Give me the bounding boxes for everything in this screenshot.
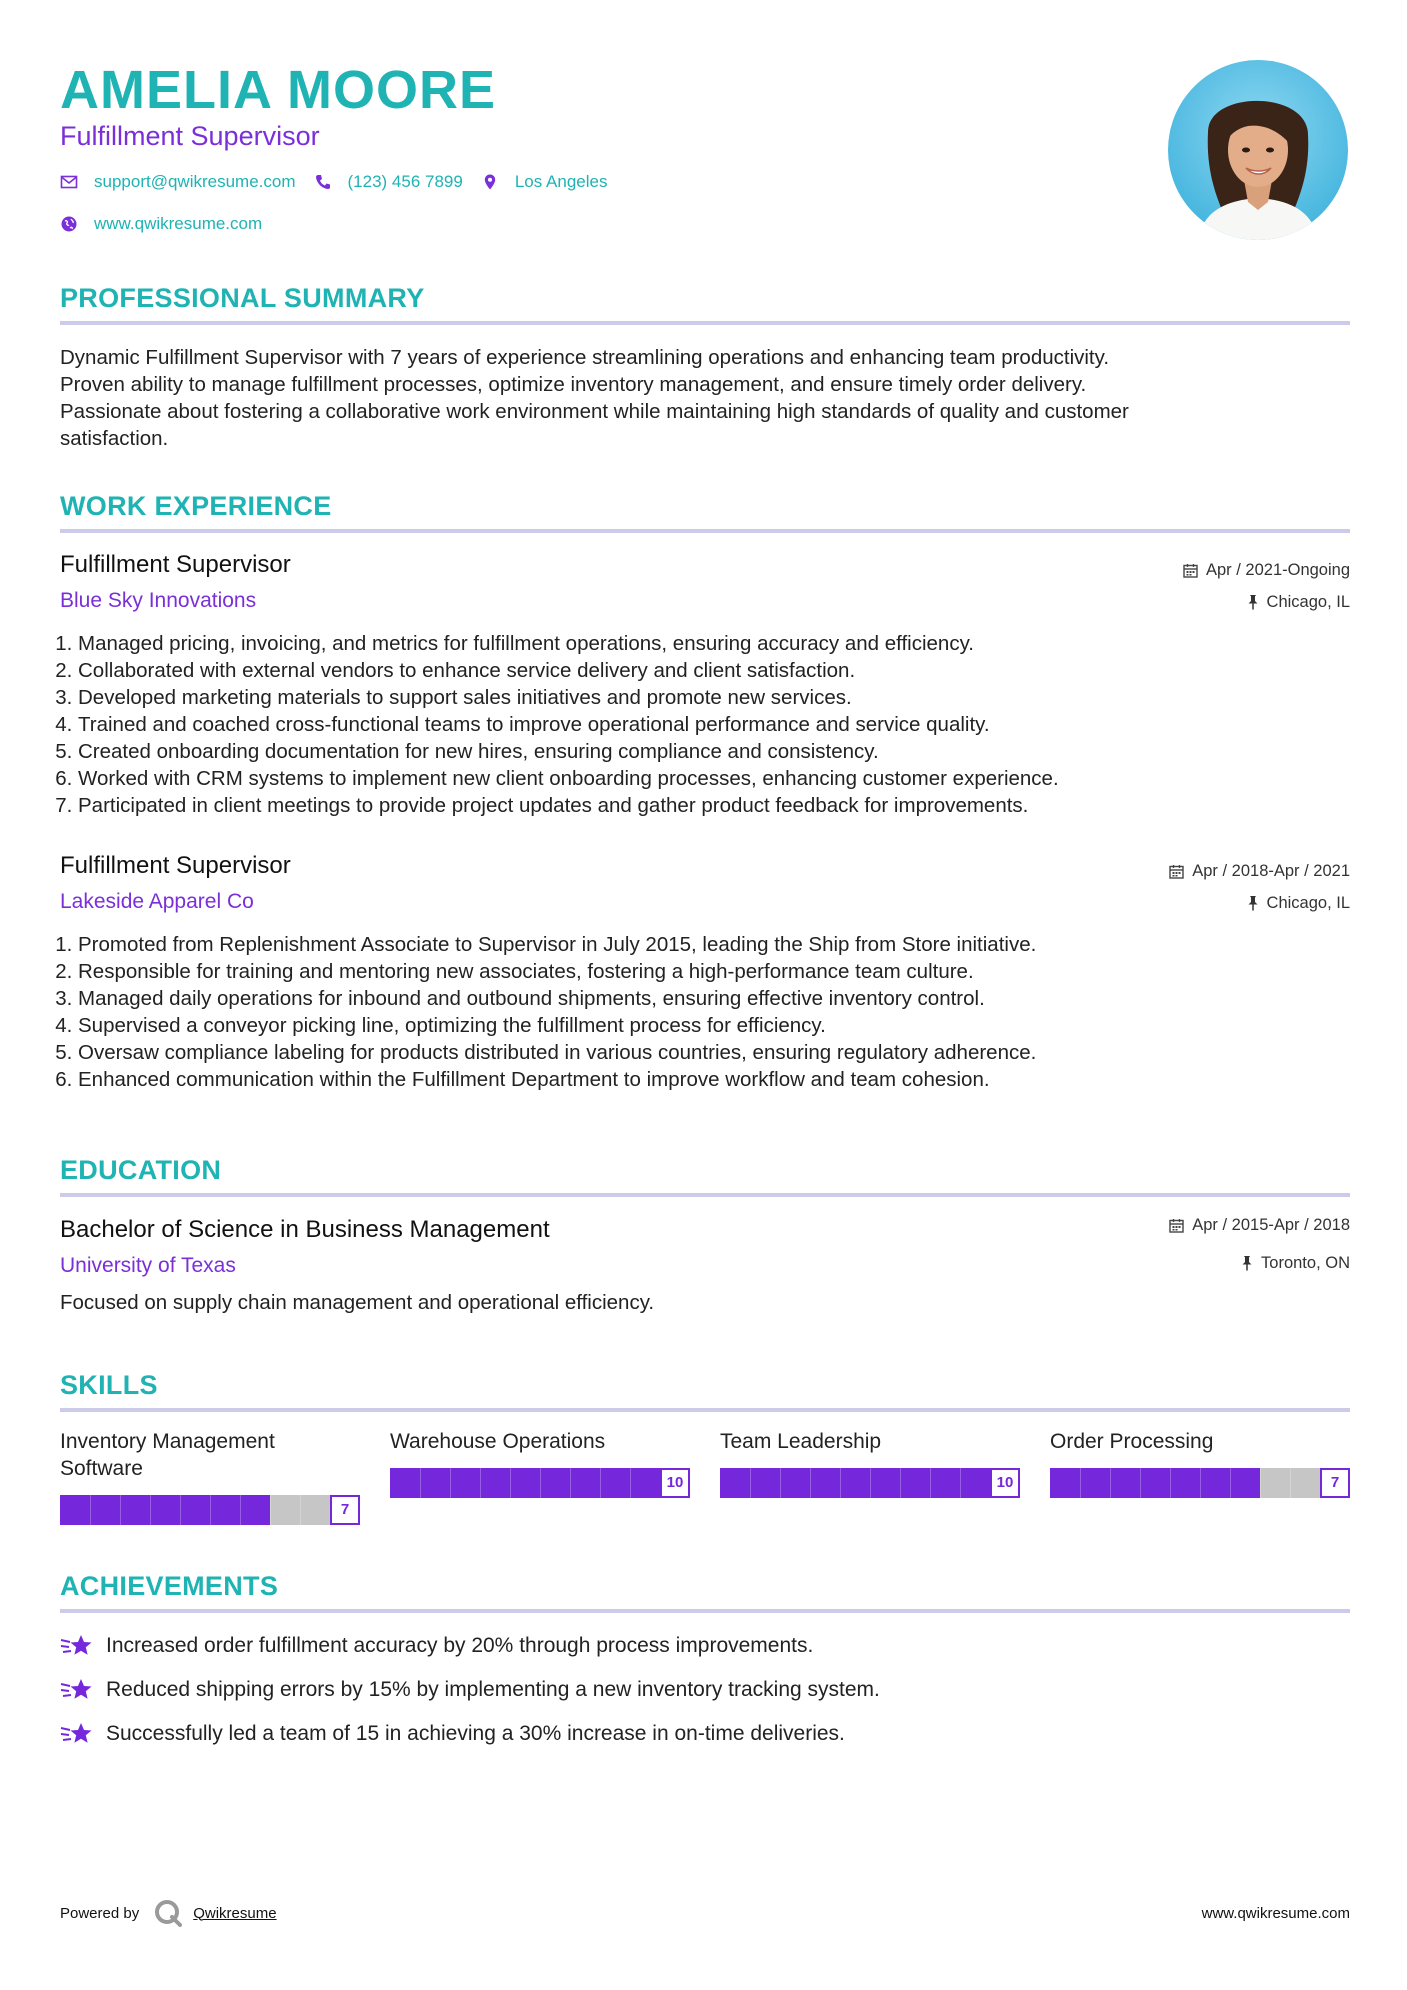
- list-item: 3. Developed marketing materials to support sales initiatives and promote new services.: [78, 684, 1348, 711]
- education-location: [1241, 1252, 1350, 1274]
- skill-bar-segment: [960, 1468, 961, 1498]
- company-name: Blue Sky Innovations: [60, 589, 257, 612]
- skill-bar: [1050, 1468, 1350, 1498]
- phone-icon: [314, 173, 332, 191]
- skill-bar-segment: [600, 1468, 601, 1498]
- skill-bar-segment: [450, 1468, 451, 1498]
- footer-website-link[interactable]: www.qwikresume.com: [1201, 1905, 1350, 1922]
- qwikresume-logo-icon: [153, 1898, 183, 1928]
- pushpin-icon: [1247, 594, 1259, 610]
- skill-bar-segment: [810, 1468, 811, 1498]
- shooting-star-icon: [60, 1676, 94, 1704]
- skill-bar-segment: [1230, 1468, 1231, 1498]
- skill-item: [720, 1428, 1020, 1491]
- skill-bar-segment: [780, 1468, 781, 1498]
- skill-level-badge: 7: [330, 1495, 360, 1525]
- shooting-star-icon: [60, 1720, 94, 1748]
- list-item: 7. Participated in client meetings to provide project updates and gather product feedback for improvements.: [78, 792, 1348, 819]
- list-item: 2. Responsible for training and mentoring new associates, fostering a high-performance team culture.: [78, 958, 1348, 985]
- candidate-name: AMELIA MOORE: [60, 60, 496, 120]
- skill-bar-segment: [870, 1468, 871, 1498]
- skill-bar-segment: [930, 1468, 931, 1498]
- job-title: Fulfillment Supervisor: [60, 551, 291, 578]
- summary-line: satisfaction.: [60, 427, 169, 450]
- skill-bar-segment: [180, 1495, 181, 1525]
- skill-bar-segment: [240, 1495, 241, 1525]
- summary-text: [60, 344, 1350, 452]
- achievement-item: [60, 1632, 813, 1660]
- resume-page: [60, 0, 1350, 1990]
- degree-title: Bachelor of Science in Business Management: [60, 1216, 550, 1243]
- skill-bar-segment: [540, 1468, 541, 1498]
- skill-level-badge: 10: [660, 1468, 690, 1498]
- skill-bar-segment: [210, 1495, 211, 1525]
- profile-photo: [1168, 60, 1348, 240]
- list-item: 2. Collaborated with external vendors to enhance service delivery and client satisfaction.: [78, 657, 1348, 684]
- skill-item: [390, 1428, 690, 1491]
- calendar-icon: [1169, 864, 1184, 879]
- section-title-skills: SKILLS: [60, 1370, 158, 1400]
- contact-row-1: [60, 172, 625, 192]
- section-divider: [60, 1408, 1350, 1412]
- shooting-star-icon: [60, 1632, 94, 1660]
- skill-bar-segment: [270, 1495, 271, 1525]
- list-item: 1. Promoted from Replenishment Associate to Supervisor in July 2015, leading the Ship from Store initiative.: [78, 931, 1348, 958]
- section-title-summary: PROFESSIONAL SUMMARY: [60, 283, 425, 313]
- candidate-title: Fulfillment Supervisor: [60, 121, 320, 151]
- skill-bar: [720, 1468, 1020, 1498]
- job-dates-text: Apr / 2021-Ongoing: [1205, 561, 1350, 579]
- footer-powered-by: [60, 1898, 277, 1928]
- map-pin-icon: [481, 173, 499, 191]
- skill-name: Inventory Management: [60, 1430, 275, 1453]
- qwikresume-link[interactable]: Qwikresume: [193, 1904, 277, 1922]
- skill-item: [60, 1428, 360, 1518]
- job-responsibilities: [60, 630, 1348, 819]
- skill-bar-segment: [840, 1468, 841, 1498]
- powered-by-label: Powered by: [60, 1904, 140, 1922]
- school-name: University of Texas: [60, 1254, 236, 1277]
- job-location-text: Chicago, IL: [1266, 894, 1350, 912]
- achievement-item: [60, 1676, 880, 1704]
- job-responsibilities: [60, 931, 1348, 1093]
- globe-icon: [60, 215, 78, 233]
- skill-bar-segment: [150, 1495, 151, 1525]
- pushpin-icon: [1247, 895, 1259, 911]
- location-text: Los Angeles: [514, 172, 608, 191]
- skill-name: Order Processing: [1050, 1430, 1214, 1453]
- skill-name: Warehouse Operations: [390, 1430, 606, 1453]
- skill-bar-fill: [60, 1495, 270, 1525]
- skill-bar-segment: [120, 1495, 121, 1525]
- education-dates: [1169, 1214, 1350, 1236]
- list-item: 5. Created onboarding documentation for new hires, ensuring compliance and consistency.: [78, 738, 1348, 765]
- achievement-text: Reduced shipping errors by 15% by implementing a new inventory tracking system.: [106, 1678, 880, 1701]
- email-link[interactable]: support@qwikresume.com: [94, 172, 296, 191]
- skill-bar-segment: [1140, 1468, 1141, 1498]
- skill-name: Software: [60, 1457, 143, 1480]
- job-location-text: Chicago, IL: [1266, 593, 1350, 611]
- calendar-icon: [1183, 563, 1198, 578]
- website-link[interactable]: www.qwikresume.com: [94, 214, 263, 233]
- achievement-item: [60, 1720, 845, 1748]
- skill-name: Team Leadership: [720, 1430, 882, 1453]
- skill-bar-segment: [300, 1495, 301, 1525]
- summary-line: Proven ability to manage fulfillment processes, optimize inventory management, and ensure timely order delivery.: [60, 373, 1087, 396]
- skill-level-badge: 7: [1320, 1468, 1350, 1498]
- pushpin-icon: [1241, 1255, 1253, 1271]
- job-dates: [1183, 559, 1350, 581]
- list-item: 1. Managed pricing, invoicing, and metrics for fulfillment operations, ensuring accuracy and efficiency.: [78, 630, 1348, 657]
- section-divider: [60, 1193, 1350, 1197]
- skill-bar-segment: [90, 1495, 91, 1525]
- summary-line: Dynamic Fulfillment Supervisor with 7 years of experience streamlining operations and enhancing team productivity.: [60, 346, 1110, 369]
- section-title-experience: WORK EXPERIENCE: [60, 491, 332, 521]
- skill-bar-fill: [1050, 1468, 1260, 1498]
- job-location: [1247, 892, 1350, 914]
- list-item: 6. Enhanced communication within the Fulfillment Department to improve workflow and team cohesion.: [78, 1066, 1348, 1093]
- skill-bar-segment: [900, 1468, 901, 1498]
- skill-bar-segment: [570, 1468, 571, 1498]
- skill-bar: [390, 1468, 690, 1498]
- job-dates: [1169, 860, 1350, 882]
- skill-item: [1050, 1428, 1350, 1491]
- list-item: 4. Supervised a conveyor picking line, optimizing the fulfillment process for efficiency.: [78, 1012, 1348, 1039]
- list-item: 6. Worked with CRM systems to implement new client onboarding processes, enhancing customer experience.: [78, 765, 1348, 792]
- company-name: Lakeside Apparel Co: [60, 890, 254, 913]
- achievement-text: Increased order fulfillment accuracy by 20% through process improvements.: [106, 1634, 814, 1657]
- section-title-education: EDUCATION: [60, 1155, 222, 1185]
- summary-line: Passionate about fostering a collaborative work environment while maintaining high standards of quality and customer: [60, 400, 1129, 423]
- job-title: Fulfillment Supervisor: [60, 852, 291, 879]
- skill-bar-segment: [1170, 1468, 1171, 1498]
- calendar-icon: [1169, 1218, 1184, 1233]
- skill-bar-segment: [420, 1468, 421, 1498]
- skill-bar-segment: [750, 1468, 751, 1498]
- section-divider: [60, 321, 1350, 325]
- contact-row-2: [60, 214, 280, 234]
- skill-bar-segment: [1260, 1468, 1261, 1498]
- education-description: Focused on supply chain management and operational efficiency.: [60, 1291, 655, 1314]
- skill-bar-segment: [1080, 1468, 1081, 1498]
- list-item: 3. Managed daily operations for inbound and outbound shipments, ensuring effective inventory control.: [78, 985, 1348, 1012]
- job-dates-text: Apr / 2018-Apr / 2021: [1192, 862, 1350, 880]
- section-divider: [60, 1609, 1350, 1613]
- phone-number[interactable]: (123) 456 7899: [347, 172, 463, 191]
- list-item: 4. Trained and coached cross-functional teams to improve operational performance and service quality.: [78, 711, 1348, 738]
- list-item: 5. Oversaw compliance labeling for products distributed in various countries, ensuring regulatory adherence.: [78, 1039, 1348, 1066]
- job-location: [1247, 591, 1350, 613]
- achievement-text: Successfully led a team of 15 in achieving a 30% increase in on-time deliveries.: [106, 1722, 845, 1745]
- skill-bar: [60, 1495, 360, 1525]
- section-title-achievements: ACHIEVEMENTS: [60, 1571, 279, 1601]
- skill-bar-segment: [480, 1468, 481, 1498]
- skill-bar-segment: [1200, 1468, 1201, 1498]
- skill-bar-segment: [1110, 1468, 1111, 1498]
- education-dates-text: Apr / 2015-Apr / 2018: [1192, 1216, 1350, 1234]
- skill-bar-segment: [510, 1468, 511, 1498]
- skill-level-badge: 10: [990, 1468, 1020, 1498]
- skill-bar-segment: [1290, 1468, 1291, 1498]
- education-location-text: Toronto, ON: [1261, 1254, 1350, 1272]
- email-icon: [60, 173, 78, 191]
- skill-bar-segment: [630, 1468, 631, 1498]
- section-divider: [60, 529, 1350, 533]
